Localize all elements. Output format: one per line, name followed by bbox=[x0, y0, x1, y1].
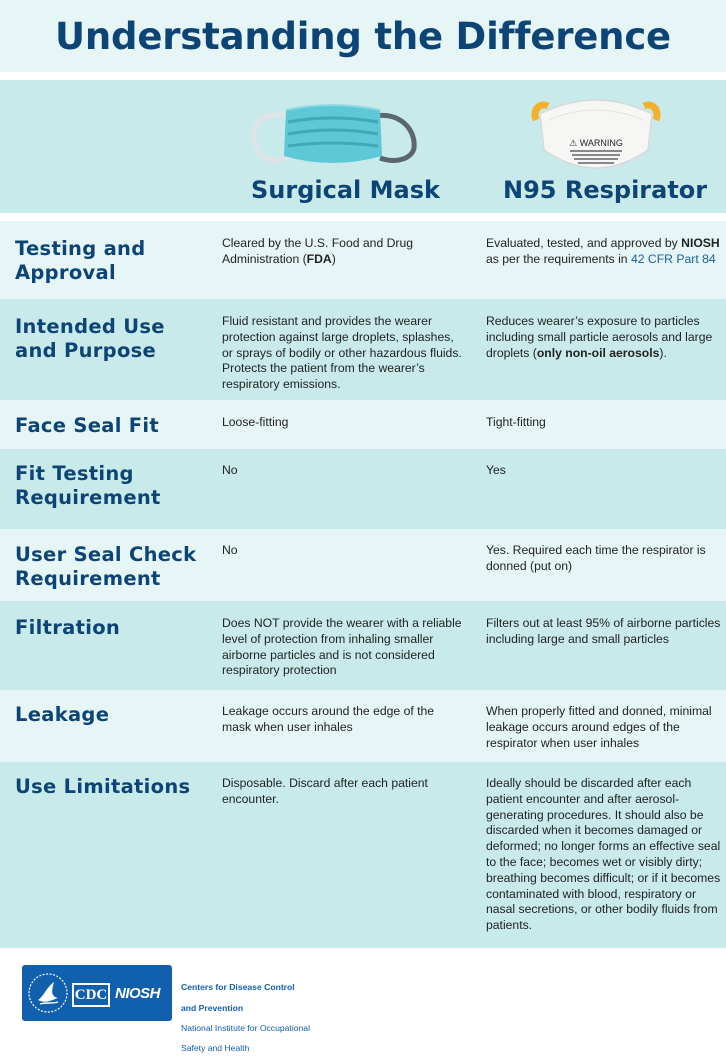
agency-line-2: and Prevention bbox=[181, 1002, 244, 1013]
agency-line-1: Centers for Disease Control bbox=[181, 982, 295, 993]
row-intended-use bbox=[0, 299, 726, 400]
n95-cell: Yes. Required each time the respirator is donned (put on) bbox=[486, 543, 706, 573]
n95-cell: When properly fitted and donned, minimal leakage occurs around edges of the respirator when user inhales bbox=[486, 704, 712, 750]
n95-respirator-image bbox=[526, 90, 666, 178]
respirator-warning-text: ⚠ WARNING bbox=[569, 138, 623, 148]
surgical-cell: Fluid resistant and provides the wearer protection against large droplets, splashes, or sprays of bodily or other hazardous fluids. Protects the patient from the wearer’s respiratory emissions. bbox=[222, 314, 462, 392]
surgical-cell: Loose-fitting bbox=[222, 415, 289, 429]
n95-cell: Yes bbox=[486, 463, 506, 477]
n95-cell: Filters out at least 95% of airborne particles including large and small particles bbox=[486, 616, 721, 646]
page-title: Understanding the Difference bbox=[55, 14, 671, 58]
title-banner bbox=[0, 0, 726, 72]
surgical-cell: Leakage occurs around the edge of the mask when user inhales bbox=[222, 704, 435, 734]
row-label: Testing and Approval bbox=[15, 237, 146, 284]
row-label: Face Seal Fit bbox=[15, 414, 160, 437]
n95-cell: Reduces wearer’s exposure to particles including small particle aerosols and large droplets (only non-oil aerosols). bbox=[486, 314, 713, 360]
agency-line-4: Safety and Health bbox=[181, 1043, 250, 1054]
row-leakage bbox=[0, 690, 726, 762]
row-face-seal-fit bbox=[0, 400, 726, 449]
n95-cell: Evaluated, tested, and approved by NIOSH as per the requirements in 42 CFR Part 84 bbox=[486, 236, 720, 266]
row-label: Leakage bbox=[15, 703, 110, 726]
row-testing-approval bbox=[0, 221, 726, 299]
cfr-link-text: 42 CFR Part 84 bbox=[630, 251, 716, 266]
row-label: Filtration bbox=[15, 616, 121, 639]
row-fit-testing bbox=[0, 449, 726, 529]
surgical-mask-image bbox=[248, 98, 420, 170]
surgical-cell: No bbox=[222, 463, 238, 477]
row-label: Intended Use and Purpose bbox=[15, 315, 165, 362]
agency-name bbox=[181, 972, 310, 1064]
n95-cell: Ideally should be discarded after each patient encounter and after aerosol-generating procedures. It should also be discarded when it becomes damaged or deformed; no longer forms an effective seal to the face; becomes wet or visibly dirty; breathing becomes difficult; or if it becomes contaminated with blood, respiratory or nasal secretions, or other bodily fluids from patients. bbox=[486, 776, 721, 933]
row-filtration bbox=[0, 601, 726, 690]
surgical-cell: Does NOT provide the wearer with a reliable level of protection from inhaling smaller airborne particles and is not considered respiratory protection bbox=[222, 616, 462, 678]
surgical-cell: Cleared by the U.S. Food and Drug Administration (FDA) bbox=[222, 236, 414, 266]
n95-cell: Tight-fitting bbox=[486, 415, 546, 429]
column-header-surgical-mask: Surgical Mask bbox=[251, 176, 440, 204]
surgical-cell: No bbox=[222, 543, 238, 557]
row-label: User Seal Check Requirement bbox=[15, 543, 197, 590]
cdc-logo: CDC bbox=[72, 983, 110, 1007]
row-user-seal-check bbox=[0, 529, 726, 601]
surgical-cell: Disposable. Discard after each patient encounter. bbox=[222, 776, 428, 806]
row-label: Fit Testing Requirement bbox=[15, 462, 161, 509]
column-header-n95-respirator: N95 Respirator bbox=[503, 176, 708, 204]
niosh-logo: NIOSH bbox=[115, 985, 161, 1002]
row-use-limitations bbox=[0, 762, 726, 948]
row-label: Use Limitations bbox=[15, 775, 191, 798]
hhs-eagle-icon bbox=[28, 970, 68, 1016]
agency-line-3: National Institute for Occupational bbox=[181, 1023, 310, 1034]
